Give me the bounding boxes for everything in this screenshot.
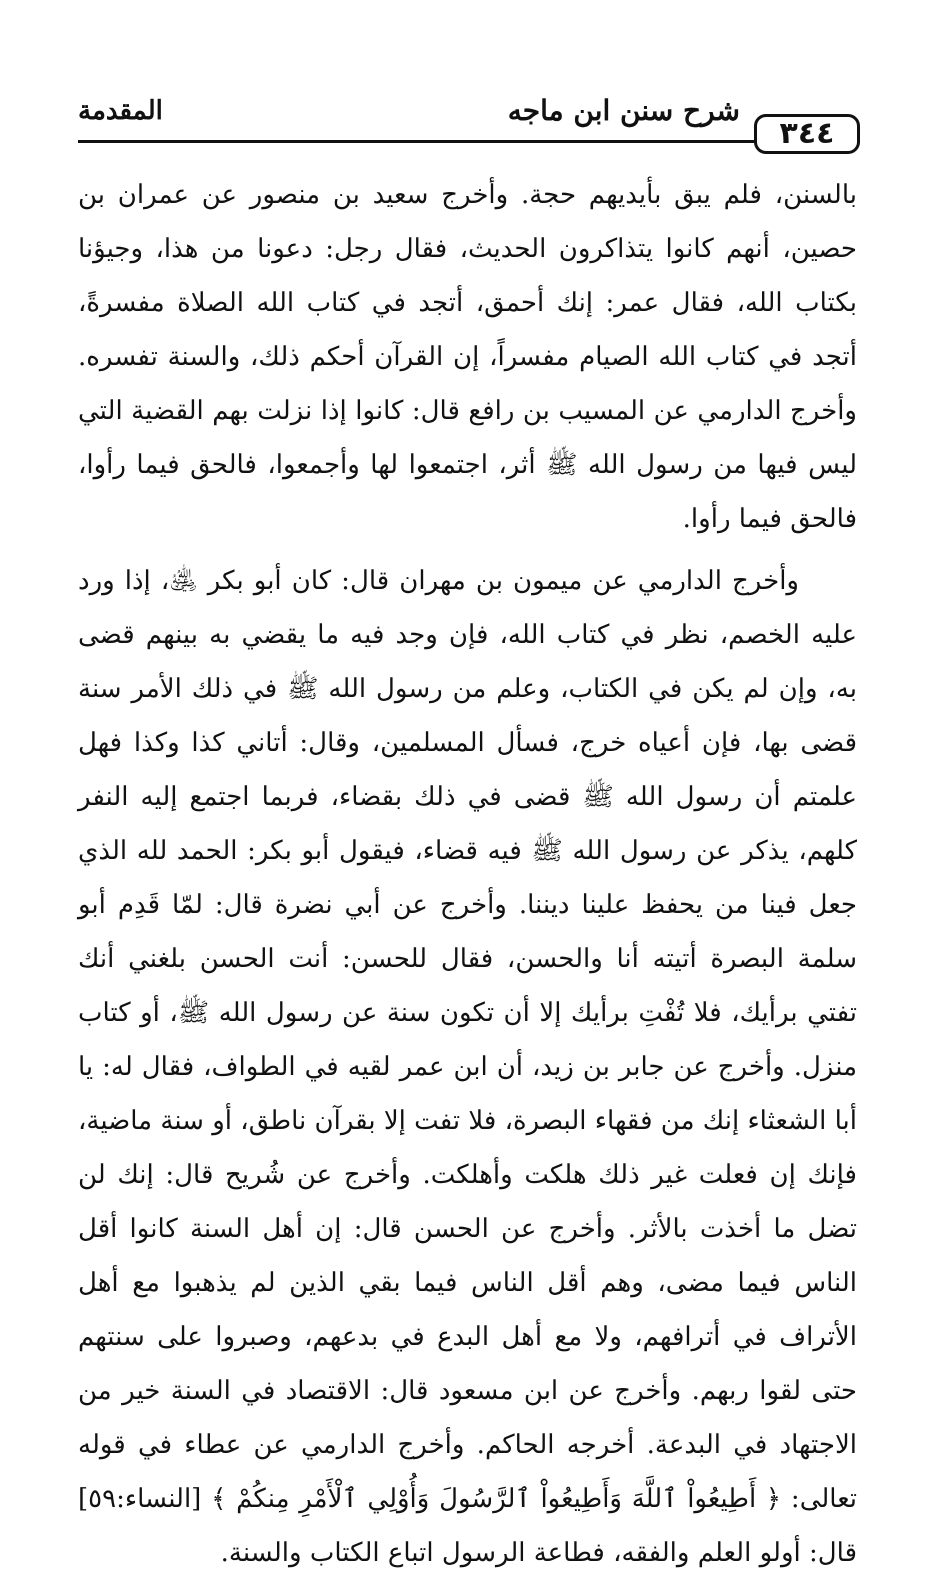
header-divider [78,140,860,143]
book-title: شرح سنن ابن ماجه [507,94,740,127]
paragraph-1: بالسنن، فلم يبق بأيديهم حجة. وأخرج سعيد بن منصور عن عمران بن حصين، أنهم كانوا يتذاكرون الحديث، فقال رجل: دعونا من هذا، وجيؤنا بكتاب الله، فقال عمر: إنك أحمق، أتجد في كتاب الله الصلاة مفسرةً، أتجد في كتاب الله الصيام مفسراً، إن القرآن أحكم ذلك، والسنة تفسره. وأخرج الدارمي عن المسيب بن رافع قال: كانوا إذا نزلت بهم القضية التي ليس فيها من رسول الله ﷺ أثر، اجتمعوا لها وأجمعوا، فالحق فيما رأوا، فالحق فيما رأوا. [78,180,858,534]
body-text [78,168,857,1588]
page-header [78,92,860,152]
paragraph-2: وأخرج الدارمي عن ميمون بن مهران قال: كان أبو بكر ﵁، إذا ورد عليه الخصم، نظر في كتاب الله، فإن وجد فيه ما يقضي به بينهم قضى به، وإن لم يكن في الكتاب، وعلم من رسول الله ﷺ في ذلك الأمر سنة قضى بها، فإن أعياه خرج، فسأل المسلمين، وقال: أتاني كذا وكذا فهل علمتم أن رسول الله ﷺ قضى في ذلك بقضاء، فربما اجتمع إليه النفر كلهم، يذكر عن رسول الله ﷺ فيه قضاء، فيقول أبو بكر: الحمد لله الذي جعل فينا من يحفظ علينا ديننا. وأخرج عن أبي نضرة قال: لمّا قَدِم أبو سلمة البصرة أتيته أنا والحسن، فقال للحسن: أنت الحسن بلغني أنك تفتي برأيك، فلا تُفْتِ برأيك إلا أن تكون سنة عن رسول الله ﷺ، أو كتاب منزل. وأخرج عن جابر بن زيد، أن ابن عمر لقيه في الطواف، فقال له: يا أبا الشعثاء إنك من فقهاء البصرة، فلا تفت إلا بقرآن ناطق، أو سنة ماضية، فإنك إن فعلت غير ذلك هلكت وأهلكت. وأخرج عن شُريح قال: إنك لن تضل ما أخذت بالأثر. وأخرج عن الحسن قال: إن أهل السنة كانوا أقل الناس فيما مضى، وهم أقل الناس فيما بقي الذين لم يذهبوا مع أهل الأتراف في أترافهم، ولا مع أهل البدع في بدعهم، وصبروا على سنتهم حتى لقوا ربهم. وأخرج عن ابن مسعود قال: الاقتصاد في السنة خير من الاجتهاد في البدعة. أخرجه الحاكم. وأخرج الدارمي عن عطاء في قوله تعالى: ﴿ أَطِيعُواْ ٱللَّهَ وَأَطِيعُواْ ٱلرَّسُولَ وَأُوْلِي ٱلْأَمْرِ مِنكُمْ ﴾ [النساء:٥٩] قال: أولو العلم والفقه، فطاعة الرسول اتباع الكتاب والسنة. [78,566,857,1568]
page-number: ٣٤٤ [754,114,860,154]
section-title: المقدمة [78,96,163,126]
